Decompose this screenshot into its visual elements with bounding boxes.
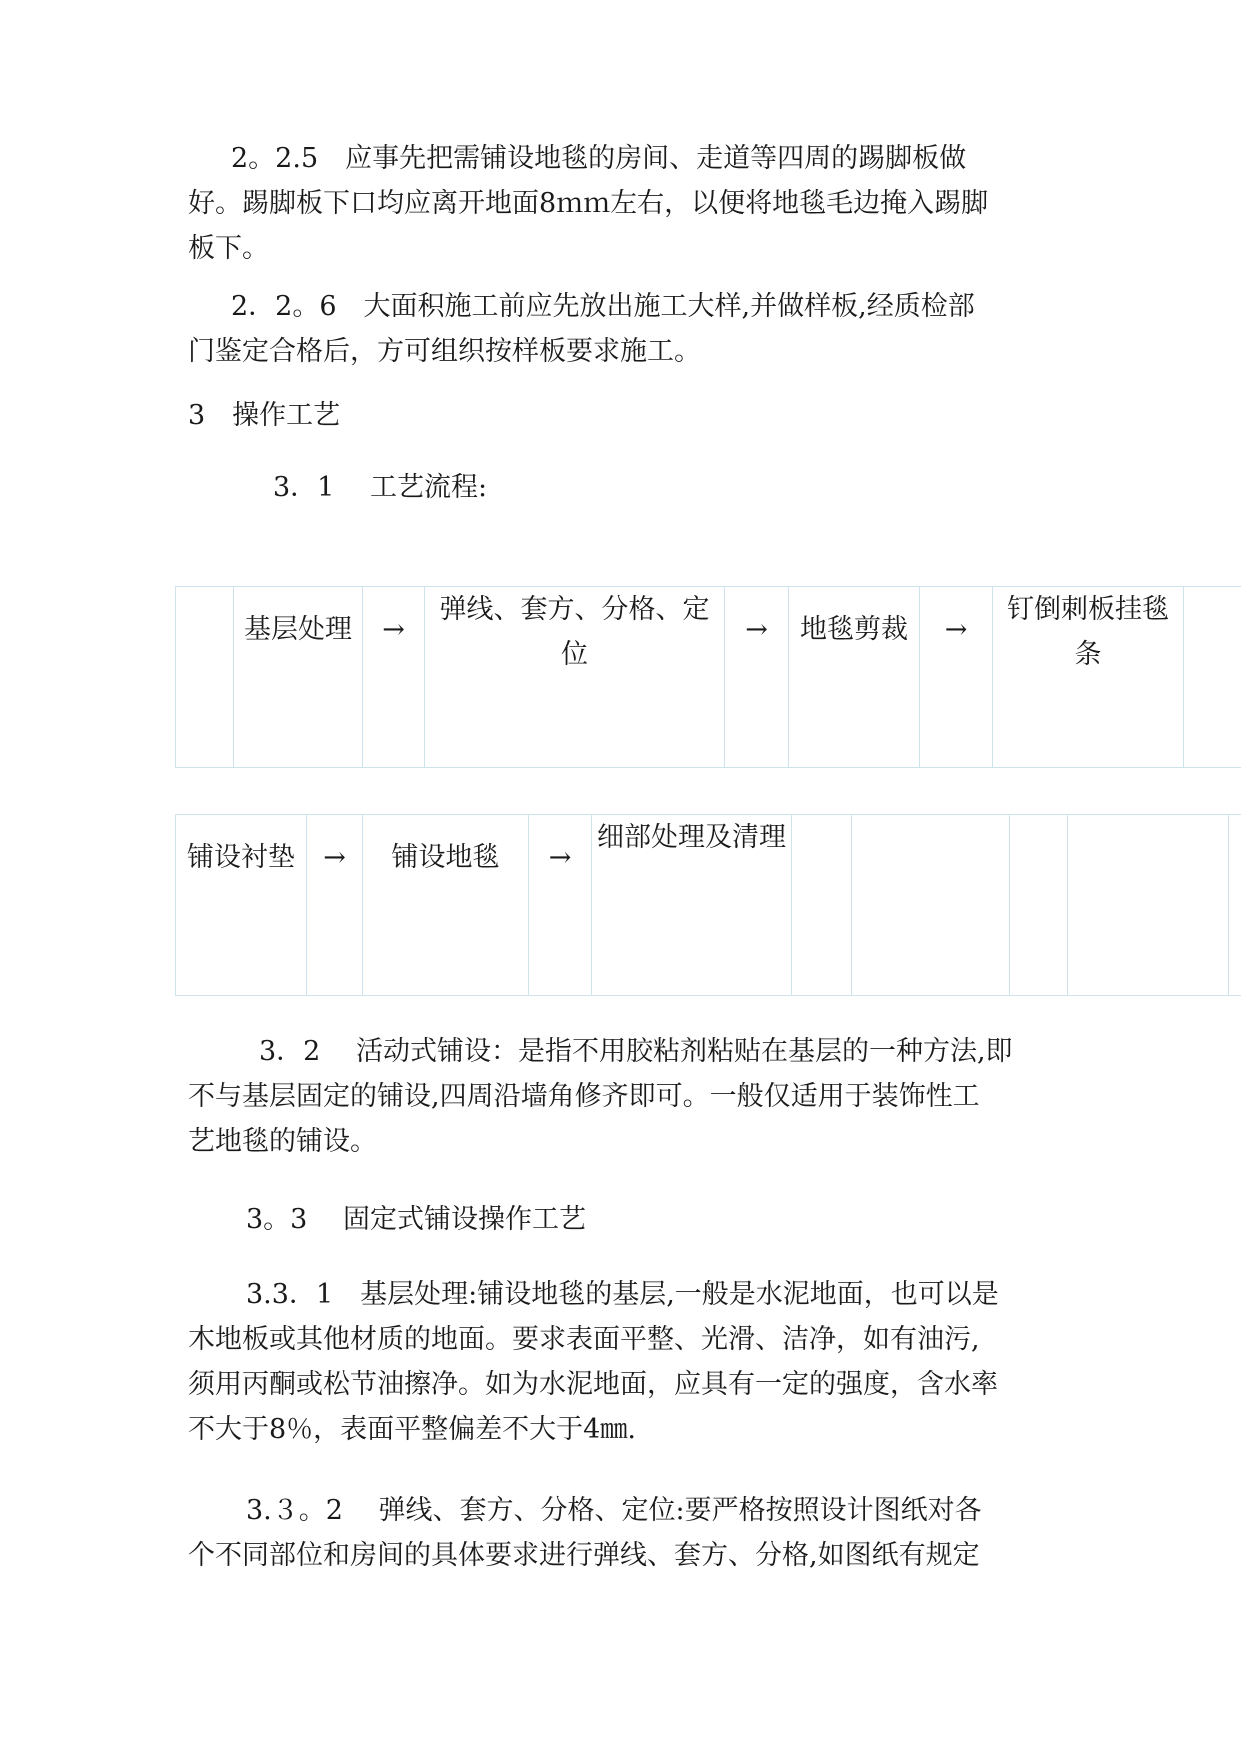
text-line: 3.３。2 弹线、套方、分格、定位:要严格按照设计图纸对各 [246,1495,982,1526]
flow-table-2 [175,814,1241,996]
text-line: 个不同部位和房间的具体要求进行弹线、套方、分格,如图纸有规定 [188,1540,980,1571]
flow-empty-cell [1068,815,1229,996]
text-line: 板下。 [188,233,269,264]
text-line: 3．2 活动式铺设：是指不用胶粘剂粘贴在基层的一种方法,即 [259,1036,1013,1067]
text-line: 须用丙酮或松节油擦净。如为水泥地面，应具有一定的强度，含水率 [188,1369,998,1400]
flow-step: 细部处理及清理 [592,815,792,996]
flow-step: 钉倒刺板挂毯条 [993,587,1184,768]
flow-step: 地毯剪裁 [789,587,920,768]
flow-step: 弹线、套方、分格、定位 [425,587,725,768]
section-heading-3-3: 3。3 固定式铺设操作工艺 [246,1204,586,1235]
flow-empty-cell [792,815,852,996]
section-heading-3: 3 操作工艺 [188,400,341,431]
arrow-right-icon: → [725,587,789,768]
text-line: 不与基层固定的铺设,四周沿墙角修齐即可。一般仅适用于装饰性工 [188,1081,980,1112]
text-line: 门鉴定合格后，方可组织按样板要求施工。 [188,336,701,367]
flow-empty-cell [852,815,1010,996]
text-line: 2。2.5 应事先把需铺设地毯的房间、走道等四周的踢脚板做 [231,143,967,174]
paragraph-3-3-2 [188,1488,1048,1578]
flow-table-1 [175,586,1241,768]
arrow-right-icon: → [363,587,425,768]
flow-empty-cell [1010,815,1068,996]
paragraph-3-2 [188,1029,1048,1164]
arrow-right-icon: → [920,587,993,768]
flow-step: 铺设衬垫 [176,815,307,996]
paragraph-3-3-1 [188,1272,1048,1452]
flow-empty-cell [1229,815,1241,996]
text-line: 好。踢脚板下口均应离开地面8ｍｍ左右，以便将地毯毛边掩入踢脚 [188,188,989,219]
flow-empty-cell [1184,587,1241,768]
text-line: 2．2。6 大面积施工前应先放出施工大样,并做样板,经质检部 [231,291,975,322]
text-line: 3.3．1 基层处理:铺设地毯的基层,一般是水泥地面，也可以是 [246,1279,999,1310]
text-line: 艺地毯的铺设。 [188,1126,377,1157]
flow-step: 铺设地毯 [363,815,529,996]
flow-step: 基层处理 [234,587,363,768]
arrow-right-icon: → [307,815,363,996]
paragraph-2-2-6 [188,284,1048,374]
text-line: 木地板或其他材质的地面。要求表面平整、光滑、洁净，如有油污, [188,1324,980,1355]
flow-empty-cell [176,587,234,768]
paragraph-2-2-5 [188,136,1048,271]
arrow-right-icon: → [529,815,592,996]
text-line: 不大于8％，表面平整偏差不大于4㎜. [188,1414,636,1445]
section-heading-3-1: 3．1 工艺流程: [273,472,488,503]
